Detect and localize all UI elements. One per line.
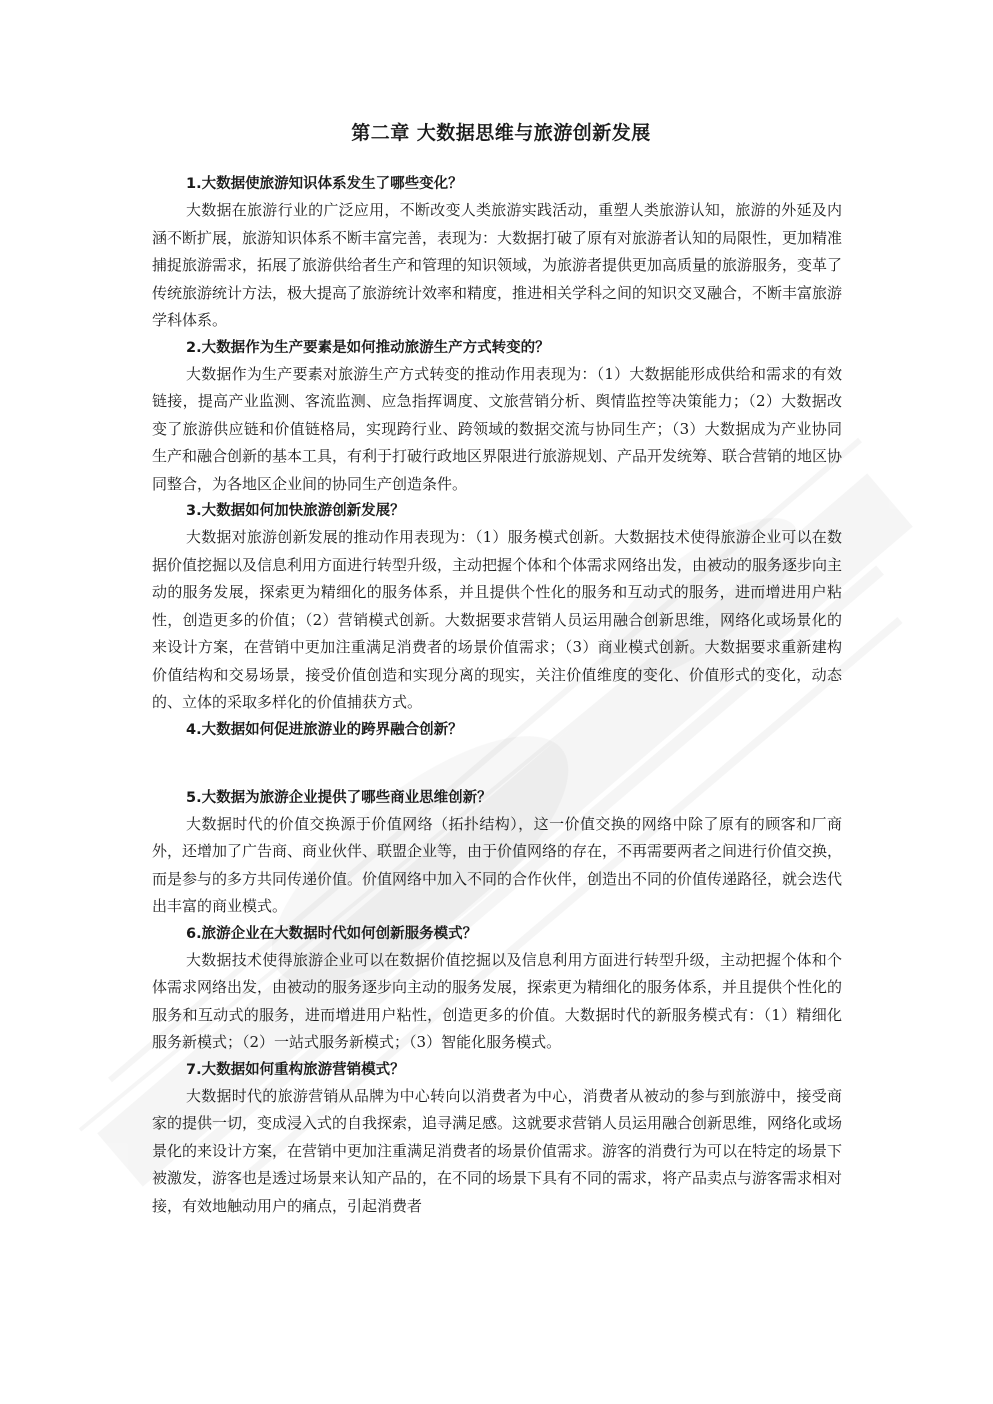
qa-item-5 <box>152 785 842 921</box>
qa-item-6 <box>152 921 842 1057</box>
question-2: 2.大数据作为生产要素是如何推动旅游生产方式转变的？ <box>186 339 550 356</box>
question-7: 7.大数据如何重构旅游营销模式？ <box>186 1061 405 1078</box>
answer-3: 大数据对旅游创新发展的推动作用表现为：（1）服务模式创新。大数据技术使得旅游企业可以在数据价值挖掘以及信息利用方面进行转型升级，主动把握个体和个体需求网络出发，由被动的服务逐步向主动的服务发展，探索更为精细化的服务体系，并且提供个性化的服务和互动式的服务，进而增进用户粘性，创造更多的价值；（2）营销模式创新。大数据要求营销人员运用融合创新思维，网络化或场景化的来设计方案，在营销中更加注重满足消费者的场景价值需求；（3）商业模式创新。大数据要求重新建构价值结构和交易场景，接受价值创造和实现分离的现实，关注价值维度的变化、价值形式的变化，动态的、立体的采取多样化的价值捕获方式。 <box>152 528 843 711</box>
answer-1: 大数据在旅游行业的广泛应用，不断改变人类旅游实践活动，重塑人类旅游认知，旅游的外延及内涵不断扩展，旅游知识体系不断丰富完善，表现为：大数据打破了原有对旅游者认知的局限性，更加精准捕捉旅游需求，拓展了旅游供给者生产和管理的知识领域，为旅游者提供更加高质量的旅游服务，变革了传统旅游统计方法，极大提高了旅游统计效率和精度，推进相关学科之间的知识交叉融合，不断丰富旅游学科体系。 <box>152 201 843 329</box>
answer-5: 大数据时代的价值交换源于价值网络（拓扑结构），这一价值交换的网络中除了原有的顾客和厂商外，还增加了广告商、商业伙伴、联盟企业等，由于价值网络的存在，不再需要两者之间进行价值交换，而是参与的多方共同传递价值。价值网络中加入不同的合作伙伴，创造出不同的价值传递路径，就会迭代出丰富的商业模式。 <box>152 814 843 915</box>
document-page <box>152 118 842 1220</box>
question-6: 6.旅游企业在大数据时代如何创新服务模式？ <box>186 925 478 942</box>
answer-7: 大数据时代的旅游营销从品牌为中心转向以消费者为中心，消费者从被动的参与到旅游中，接受商家的提供一切，变成浸入式的自我探索，追寻满足感。这就要求营销人员运用融合创新思维，网络化或场景化的来设计方案，在营销中更加注重满足消费者的场景价值需求。游客的消费行为可以在特定的场景下被激发，游客也是透过场景来认知产品的，在不同的场景下具有不同的需求，将产品卖点与游客需求相对接，有效地触动用户的痛点，引起消费者 <box>152 1086 843 1215</box>
qa-item-3 <box>152 498 842 717</box>
question-5: 5.大数据为旅游企业提供了哪些商业思维创新？ <box>186 789 492 806</box>
answer-4-blank <box>152 743 842 785</box>
qa-item-1 <box>152 171 842 335</box>
question-1: 1.大数据使旅游知识体系发生了哪些变化？ <box>186 176 463 192</box>
qa-item-4 <box>152 717 842 785</box>
answer-2: 大数据作为生产要素对旅游生产方式转变的推动作用表现为：（1）大数据能形成供给和需求的有效链接，提高产业监测、客流监测、应急指挥调度、文旅营销分析、舆情监控等决策能力；（2）大数据改变了旅游供应链和价值链格局，实现跨行业、跨领域的数据交流与协同生产；（3）大数据成为产业协同生产和融合创新的基本工具，有利于打破行政地区界限进行旅游规划、产品开发统筹、联合营销的地区协同整合，为各地区企业间的协同生产创造条件。 <box>152 364 843 493</box>
answer-6: 大数据技术使得旅游企业可以在数据价值挖掘以及信息利用方面进行转型升级，主动把握个体和个体需求网络出发，由被动的服务逐步向主动的服务发展，探索更为精细化的服务体系，并且提供个性化的服务和互动式的服务，进而增进用户粘性，创造更多的价值。大数据时代的新服务模式有：（1）精细化服务新模式；（2）一站式服务新模式；（3）智能化服务模式。 <box>152 950 843 1051</box>
chapter-title: 第二章 大数据思维与旅游创新发展 <box>351 122 651 144</box>
question-3: 3.大数据如何加快旅游创新发展？ <box>186 503 405 519</box>
qa-item-2 <box>152 335 842 499</box>
question-4: 4.大数据如何促进旅游业的跨界融合创新？ <box>186 721 463 738</box>
qa-item-7 <box>152 1057 842 1221</box>
